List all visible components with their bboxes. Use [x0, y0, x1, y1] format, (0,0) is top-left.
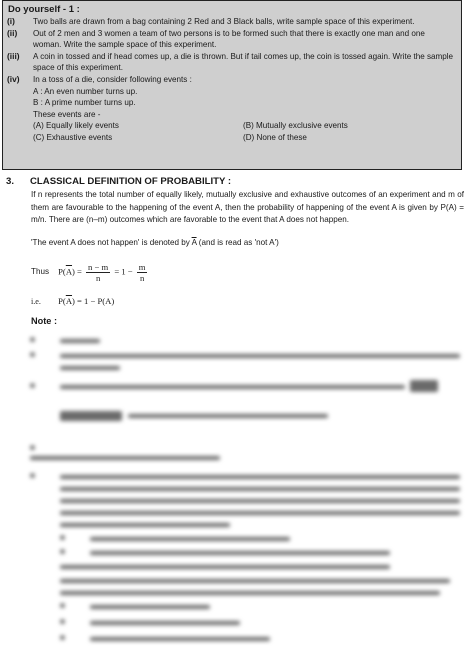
blurred-line: [60, 366, 120, 370]
question-iv: [7, 74, 455, 144]
blurred-line: [60, 487, 460, 491]
blurred-marker: ■: [60, 547, 65, 556]
blurred-marker: ■: [60, 533, 65, 542]
option-b: (B) Mutually exclusive events: [243, 121, 348, 131]
ie-lhs: P(: [58, 296, 66, 306]
thus-label: Thus: [31, 267, 49, 277]
option-a: (A) Equally likely events: [33, 121, 119, 131]
note-heading: Note :: [31, 316, 58, 326]
blurred-line: [90, 605, 210, 609]
blurred-line: [60, 565, 390, 569]
section-title: CLASSICAL DEFINITION OF PROBABILITY :: [30, 176, 232, 187]
ie-a-bar: $\overline{A}$: [65, 296, 73, 306]
blurred-marker: ■: [30, 350, 35, 359]
definition-paragraph: [31, 189, 464, 227]
blurred-marker: ■: [30, 335, 35, 344]
section-number: 3.: [6, 176, 15, 187]
question-number: (iii): [7, 50, 20, 61]
blurred-line: [60, 511, 460, 515]
thus-lhs: P(: [58, 266, 66, 277]
blurred-marker: ■: [30, 471, 35, 480]
blurred-line: [30, 456, 220, 460]
question-number: (iv): [7, 73, 20, 84]
question-i: [7, 16, 455, 28]
option-c: (C) Exhaustive events: [33, 132, 113, 142]
blurred-line: [60, 385, 405, 389]
question-number: (i): [7, 16, 15, 26]
fraction-denominator: n: [139, 273, 145, 283]
one-minus: = 1 −: [114, 266, 133, 277]
not-a-paragraph: [31, 237, 464, 250]
thus-a-bar: $\overline{A}$: [65, 266, 73, 277]
thus-mid: ) =: [72, 266, 82, 277]
question-text: Out of 2 men and 3 women a team of two persons is to be formed such that there is exactly one man and one woman. Write the sample space of this experiment.: [33, 28, 425, 50]
fraction-n-minus-m-over-n: [86, 262, 110, 283]
blurred-line: [128, 414, 328, 418]
blurred-line: [60, 499, 460, 503]
ie-rhs: ) = 1 − P(A): [72, 296, 115, 306]
event-b: B : A prime number turns up.: [33, 98, 136, 108]
definition-text: If n represents the total number of equally likely, mutually exclusive and exhaustive outcomes of an experiment and m of them are favourable to the happening of the event A, then the probability of happening of the event A is given by P(A) = m/n. There are (n–m) outcomes which are favorable to the event that A does not happen.: [31, 190, 464, 225]
option-d: (D) None of these: [243, 132, 307, 142]
events-are-label: These events are -: [33, 109, 101, 119]
section-heading: [6, 176, 231, 187]
blurred-fraction: [410, 380, 438, 392]
not-a-post: (and is read as 'not A'): [196, 238, 279, 247]
a-bar-symbol: $\overline{A}$: [191, 238, 197, 247]
blurred-line: [60, 339, 100, 343]
blurred-line: [90, 537, 290, 541]
options-grid: [33, 120, 455, 143]
do-yourself-title: Do yourself - 1 :: [8, 4, 80, 15]
event-a: A : An even number turns up.: [33, 86, 138, 96]
blurred-line: [60, 475, 460, 479]
question-text: A coin in tossed and if head comes up, a die is thrown. But if tail comes up, the coin is tossed again. Write the sample space of this experiment.: [33, 51, 454, 73]
blurred-line: [60, 354, 460, 358]
fraction-denominator: n: [95, 273, 101, 283]
not-a-pre: 'The event A does not happen' is denoted by: [31, 238, 192, 247]
blurred-marker: ■: [30, 381, 35, 390]
blurred-marker: ■: [60, 601, 65, 610]
question-text: In a toss of a die, consider following events :: [33, 74, 192, 84]
fraction-numerator: m: [138, 262, 146, 272]
ie-label: i.e.: [31, 297, 41, 306]
fraction-numerator: n − m: [88, 262, 109, 272]
question-iii: [7, 51, 455, 74]
question-ii: [7, 28, 455, 51]
blurred-line: [60, 523, 230, 527]
fraction-m-over-n: [137, 262, 148, 283]
blurred-line: [60, 579, 450, 583]
blurred-line: [60, 591, 440, 595]
blurred-fraction: [60, 411, 122, 421]
blurred-line: [90, 551, 390, 555]
not-a-text: [31, 237, 464, 250]
blurred-marker: ■: [30, 443, 35, 452]
do-yourself-box: [2, 0, 462, 170]
blurred-content: [0, 325, 474, 659]
blurred-line: [90, 621, 240, 625]
ie-equation: [31, 296, 114, 306]
thus-equation: [31, 262, 149, 283]
blurred-marker: ■: [60, 633, 65, 642]
question-text: Two balls are drawn from a bag containing 2 Red and 3 Black balls, write sample space of this experiment.: [33, 17, 415, 26]
blurred-marker: ■: [60, 617, 65, 626]
blurred-line: [90, 637, 270, 641]
question-number: (ii): [7, 27, 18, 38]
